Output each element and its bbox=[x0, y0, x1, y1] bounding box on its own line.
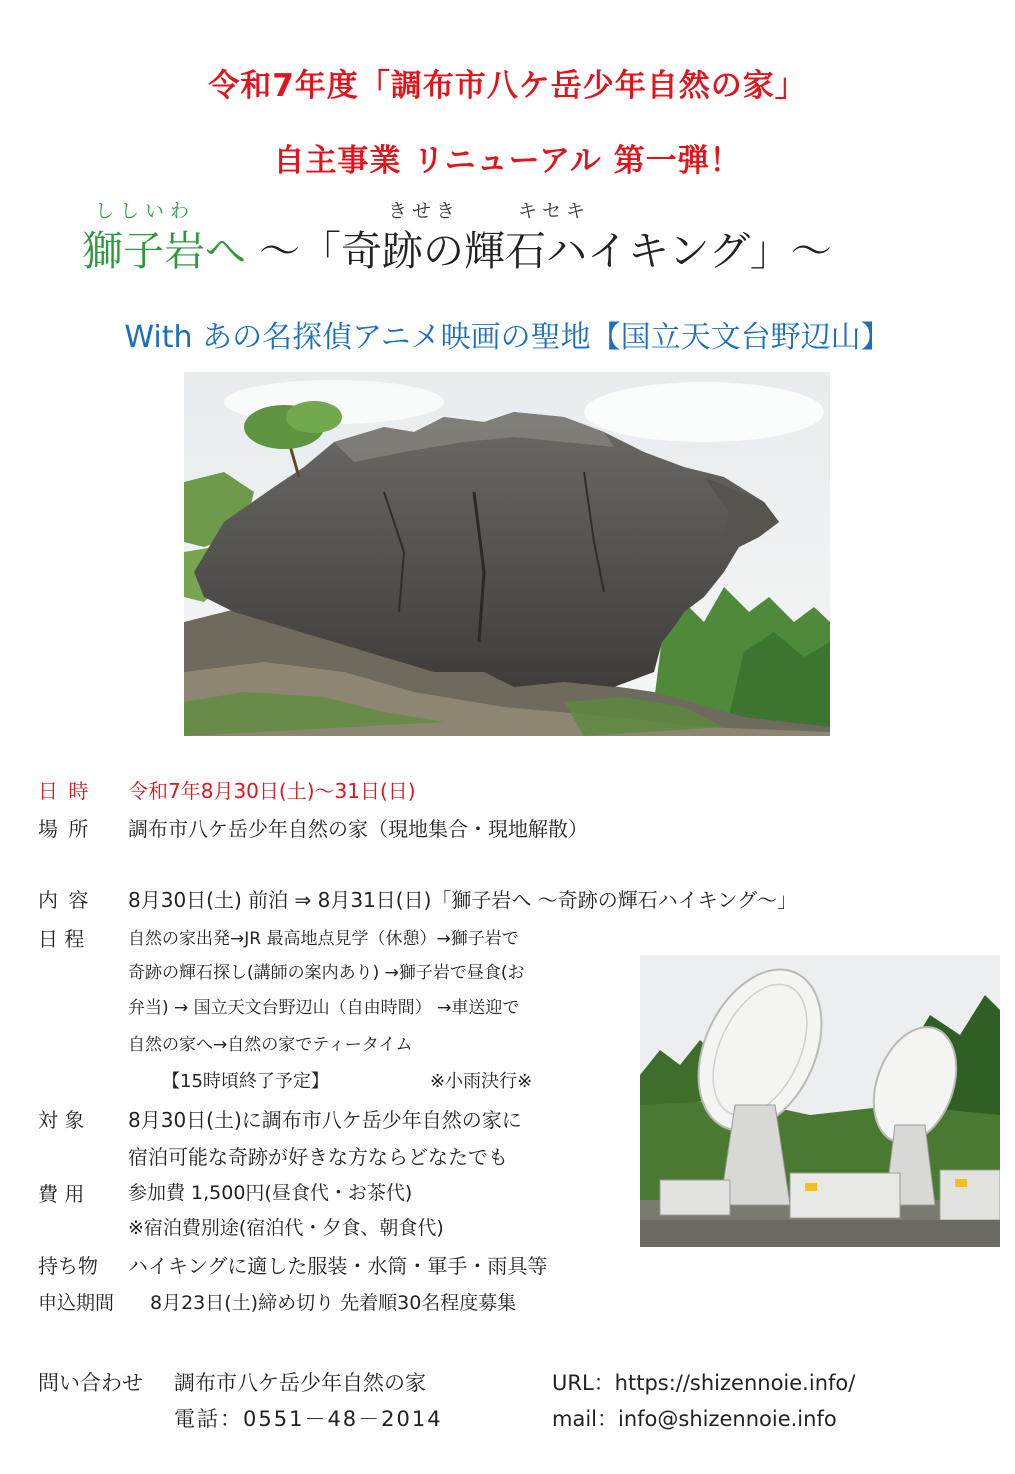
contact-url[interactable]: URL：https://shizennoie.info/ bbox=[552, 1371, 856, 1395]
event-title bbox=[82, 218, 832, 277]
place-label: 場 所 bbox=[38, 817, 91, 841]
content-row bbox=[38, 890, 797, 910]
cost-line-2: ※宿泊費別途(宿泊代・夕食、朝食代) bbox=[128, 1217, 444, 1239]
items-row bbox=[38, 1256, 547, 1276]
schedule-line-2: 奇跡の輝石探し(講師の案内あり) →獅子岩で昼食(お bbox=[128, 963, 525, 983]
lion-rock-photo bbox=[184, 372, 830, 736]
target-label: 対 象 bbox=[38, 1108, 85, 1132]
content-value: 8月30日(土) 前泊 ⇒ 8月31日(日)「獅子岩へ ～奇跡の輝石ハイキング～」 bbox=[128, 888, 798, 912]
schedule-line-4: 自然の家へ→自然の家でティータイム bbox=[128, 1035, 413, 1055]
schedule-rain: ※小雨決行※ bbox=[430, 1071, 533, 1092]
contact-label: 問い合わせ bbox=[38, 1371, 143, 1395]
ruby-kiseki-katakana: キセキ bbox=[518, 200, 591, 222]
datetime-row bbox=[38, 781, 416, 801]
items-label: 持ち物 bbox=[38, 1254, 98, 1278]
contact-mail[interactable]: mail：info@shizennoie.info bbox=[552, 1407, 837, 1431]
cost-line-1: 参加費 1,500円(昼食代・お茶代) bbox=[128, 1182, 413, 1204]
title-main: ～「奇跡の輝石ハイキング」～ bbox=[259, 227, 832, 275]
target-line-2: 宿泊可能な奇跡が好きな方ならどなたでも bbox=[128, 1145, 508, 1169]
apply-label: 申込期間 bbox=[38, 1292, 115, 1314]
place-row bbox=[38, 819, 588, 839]
apply-row bbox=[38, 1294, 516, 1313]
header-line-2: 自主事業 リニューアル 第一弾！ bbox=[273, 143, 742, 179]
observatory-photo bbox=[640, 955, 1000, 1247]
place-value: 調布市八ケ岳少年自然の家（現地集合・現地解散） bbox=[128, 817, 588, 841]
schedule-label: 日 程 bbox=[38, 927, 85, 951]
schedule-line-1: 自然の家出発→JR 最高地点見学（休憩）→獅子岩で bbox=[128, 929, 519, 949]
content-label: 内 容 bbox=[38, 888, 91, 912]
contact-phone: 電話：0551－48－2014 bbox=[174, 1407, 443, 1431]
schedule-line-3: 弁当) → 国立天文台野辺山（自由時間） →車送迎で bbox=[128, 998, 520, 1018]
datetime-label: 日 時 bbox=[38, 779, 91, 803]
target-line-1: 8月30日(土)に調布市八ケ岳少年自然の家に bbox=[128, 1108, 522, 1132]
schedule-end: 【15時頃終了予定】 bbox=[162, 1071, 329, 1092]
items-value: ハイキングに適した服装・水筒・軍手・雨具等 bbox=[128, 1254, 548, 1278]
contact-org: 調布市八ケ岳少年自然の家 bbox=[174, 1371, 426, 1395]
ruby-kiseki-hiragana: きせき bbox=[388, 200, 461, 222]
cost-label: 費 用 bbox=[38, 1182, 85, 1206]
title-green: 獅子岩へ bbox=[82, 227, 246, 275]
header-line-1: 令和7年度「調布市八ケ岳少年自然の家」 bbox=[208, 68, 807, 104]
subtitle: With あの名探偵アニメ映画の聖地【国立天文台野辺山】 bbox=[124, 320, 891, 355]
apply-value: 8月23日(土)締め切り 先着順30名程度募集 bbox=[150, 1292, 517, 1314]
ruby-shishiiwa: ししいわ bbox=[95, 200, 196, 222]
datetime-value: 令和7年8月30日(土)～31日(日) bbox=[128, 779, 416, 803]
